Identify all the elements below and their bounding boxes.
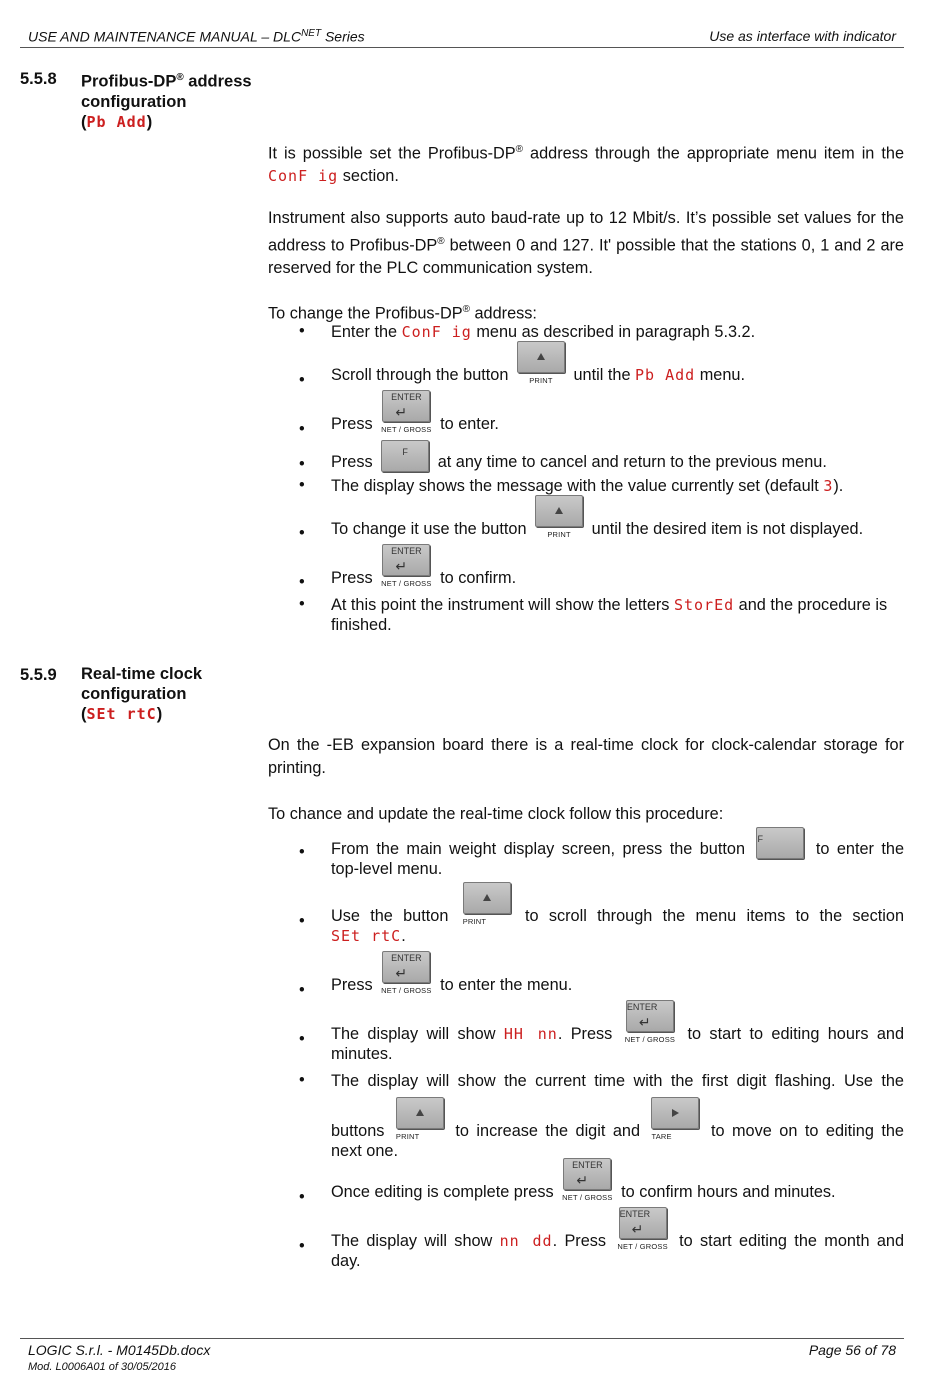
list-item: The display will show the current time with the first digit flashing. Use the buttons PRINT to increase the digit and TARE to move on to editing the next one. — [331, 1072, 904, 1160]
list-item: Scroll through the button PRINT until the Pb Add menu. — [331, 341, 904, 385]
bullet: • — [299, 843, 305, 861]
paragraph-change-address: To change the Profibus-DP® address: — [268, 304, 537, 323]
list-item: The display will show nn dd. Press ENTER ↵ NET / GROSS to start editing the month and day. — [331, 1209, 904, 1270]
print-up-key: PRINT — [535, 495, 583, 539]
print-up-key: PRINT — [517, 341, 565, 385]
list-item: Press ENTER ↵ NET / GROSS to enter. — [331, 392, 499, 434]
list-item: Use the button PRINT to scroll through the menu items to the section SEt rtC. — [331, 882, 904, 946]
paragraph-rtc-intro: On the -EB expansion board there is a real-time clock for clock-calendar storage for printing. — [268, 736, 904, 777]
enter-arrow-icon: ↵ — [395, 404, 408, 420]
footer-rule — [20, 1338, 904, 1339]
paragraph-rtc-procedure: To chance and update the real-time clock follow this procedure: — [268, 805, 724, 823]
arrow-up-icon — [483, 894, 491, 901]
bullet: • — [299, 1188, 305, 1206]
section-number-558: 5.5.8 — [20, 70, 57, 88]
f-key: F — [381, 440, 429, 472]
enter-key: ENTER ↵ NET / GROSS — [562, 1160, 613, 1202]
list-item: To change it use the button PRINT until the desired item is not displayed. — [331, 495, 904, 539]
list-item: Enter the ConF ig menu as described in paragraph 5.3.2. — [331, 323, 756, 341]
section-title-558: Profibus-DP® address configuration (Pb Add) — [81, 72, 252, 131]
section-number-559: 5.5.9 — [20, 666, 57, 684]
enter-arrow-icon: ↵ — [395, 558, 408, 574]
bullet: • — [299, 455, 305, 473]
tare-right-key: TARE — [651, 1097, 699, 1141]
bullet: • — [299, 1071, 305, 1089]
bullet: • — [299, 420, 305, 438]
header-right: Use as interface with indicator — [709, 28, 896, 44]
footer-page-number: Page 56 of 78 — [808, 1342, 896, 1358]
header-left: USE AND MAINTENANCE MANUAL – $DLC^{NET}$ Series — [28, 28, 365, 45]
enter-key: ENTER ↵ NET / GROSS — [381, 546, 432, 588]
arrow-right-icon — [672, 1109, 679, 1117]
enter-arrow-icon: ↵ — [638, 1014, 651, 1030]
enter-arrow-icon: ↵ — [576, 1172, 589, 1188]
paragraph-profibus-intro: It is possible set the Profibus-DP® address through the appropriate menu item in the ConF ig section. — [268, 144, 904, 186]
list-item: From the main weight display screen, press the button F to enter the top-level menu. — [331, 827, 904, 879]
paragraph-baudrate: Instrument also supports auto baud-rate up to 12 Mbit/s. It’s possible set values for the address to Profibus-DP® between 0 and 127. It' possible that the stations 0, 1 and 2 are reserved for the PLC communication system. — [268, 209, 904, 278]
enter-arrow-icon: ↵ — [395, 965, 408, 981]
bullet: • — [299, 912, 305, 930]
header-rule — [20, 47, 904, 48]
bullet: • — [299, 371, 305, 389]
enter-key: ENTER ↵ NET / GROSS — [381, 953, 432, 995]
bullet: • — [299, 476, 305, 494]
list-item: Press ENTER ↵ NET / GROSS to confirm. — [331, 546, 517, 588]
list-item: The display will show HH nn. Press ENTER ↵ NET / GROSS to start to editing hours and minutes. — [331, 1002, 904, 1063]
enter-arrow-icon: ↵ — [631, 1221, 644, 1237]
arrow-up-icon — [555, 507, 563, 514]
footer-left: LOGIC S.r.l. - M0145Db.docx — [28, 1342, 211, 1358]
enter-key: ENTER ↵ NET / GROSS — [617, 1209, 668, 1251]
enter-key: ENTER ↵ NET / GROSS — [381, 392, 432, 434]
bullet: • — [299, 524, 305, 542]
bullet: • — [299, 981, 305, 999]
section-title-559: Real-time clock configuration (SEt rtC) — [81, 665, 203, 723]
footer-mod: Mod. L0006A01 of 30/05/2016 — [28, 1361, 177, 1373]
list-item: At this point the instrument will show the letters StorEd and the procedure is finished. — [331, 596, 888, 634]
bullet: • — [299, 1030, 305, 1048]
f-key: F — [756, 827, 804, 859]
print-up-key: PRINT — [396, 1097, 444, 1141]
list-item: Press F at any time to cancel and return to the previous menu. — [331, 440, 904, 472]
arrow-up-icon — [537, 353, 545, 360]
bullet: • — [299, 573, 305, 591]
list-item: The display shows the message with the value currently set (default 3). — [331, 477, 844, 495]
enter-key: ENTER ↵ NET / GROSS — [624, 1002, 676, 1044]
print-up-key: PRINT — [463, 882, 511, 926]
arrow-up-icon — [416, 1109, 424, 1116]
list-item: Once editing is complete press ENTER ↵ NET / GROSS to confirm hours and minutes. — [331, 1160, 836, 1202]
list-item: Press ENTER ↵ NET / GROSS to enter the menu. — [331, 953, 573, 995]
bullet: • — [299, 322, 305, 340]
bullet: • — [299, 595, 305, 613]
bullet: • — [299, 1237, 305, 1255]
